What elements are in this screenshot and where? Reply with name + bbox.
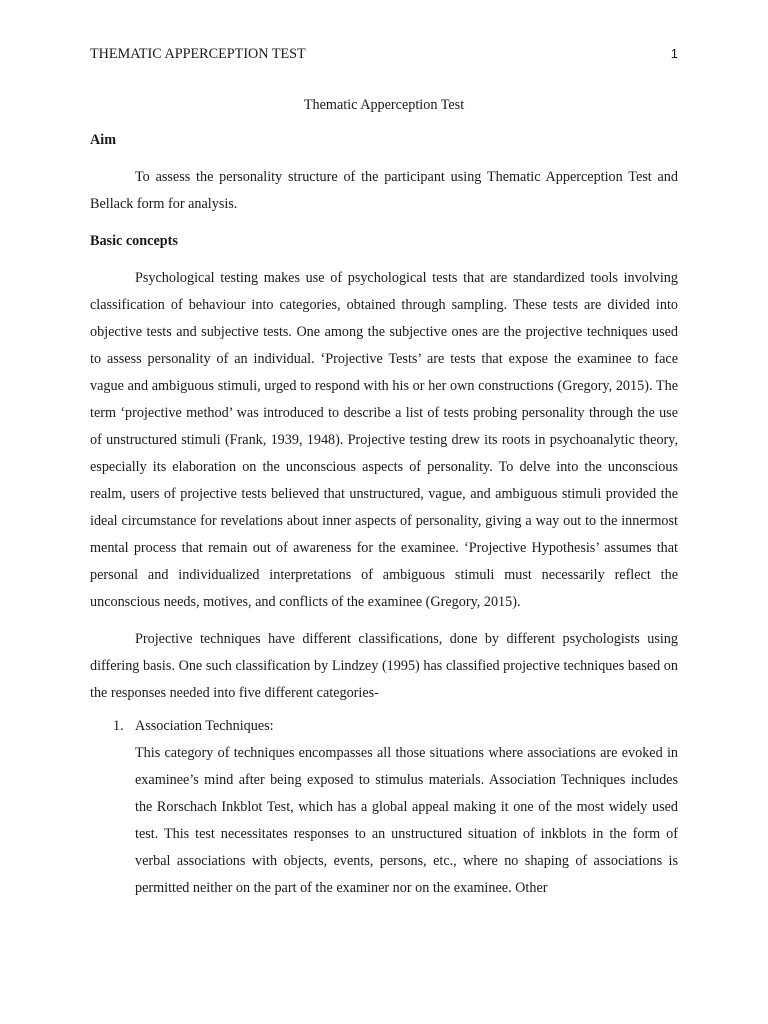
list-item-text: This category of techniques encompasses all those situations where associations are evoked in examinee’s mind after being exposed to stimulus materials. Association Techniques includes the Rorschach Inkblot Test, which has a global appeal making it one of the most widely used test. This test necessitates responses to an unstructured situation of inkblots in the form of verbal associations with objects, events, persons, etc., where no shaping of associations is permitted neither on the part of the examiner nor on the examinee. Other	[135, 745, 678, 896]
page-number: 1	[670, 46, 678, 61]
list-item-title: Association Techniques:	[135, 718, 274, 734]
document-body	[90, 92, 678, 902]
technique-list	[90, 713, 678, 902]
paragraph-2: Projective techniques have different classifications, done by different psychologists using differing basis. One such classification by Lindzey (1995) has classified projective techniques based on the responses needed into five different categories-	[90, 631, 678, 701]
document-title: Thematic Apperception Test	[303, 97, 465, 113]
list-item	[90, 713, 678, 902]
page-header	[90, 46, 678, 63]
aim-paragraph: To assess the personality structure of the participant using Thematic Apperception Test and Bellack form for analysis.	[90, 169, 678, 212]
paragraph-1: Psychological testing makes use of psychological tests that are standardized tools involving classification of behaviour into categories, obtained through sampling. These tests are divided into objective tests and subjective tests. One among the subjective ones are the projective techniques used to assess personality of an individual. ‘Projective Tests’ are tests that expose the examinee to face vague and ambiguous stimuli, urged to respond with his or her own constructions (Gregory, 2015). The term ‘projective method’ was introduced to describe a list of tests probing personality through the use of unstructured stimuli (Frank, 1939, 1948). Projective testing drew its roots in psychoanalytic theory, especially its elaboration on the unconscious aspects of personality. To delve into the unconscious realm, users of projective tests believed that unstructured, vague, and ambiguous stimuli provided the ideal circumstance for revelations about inner aspects of personality, giving a way out to the innermost mental process that remain out of awareness for the examinee. ‘Projective Hypothesis’ assumes that personal and individualized interpretations of ambiguous stimuli must necessarily reflect the unconscious needs, motives, and conflicts of the examinee (Gregory, 2015).	[90, 270, 678, 610]
aim-heading: Aim	[90, 132, 117, 148]
running-head: THEMATIC APPERCEPTION TEST	[90, 46, 306, 62]
list-item-number: 1.	[113, 718, 124, 734]
basic-concepts-heading: Basic concepts	[90, 233, 178, 249]
